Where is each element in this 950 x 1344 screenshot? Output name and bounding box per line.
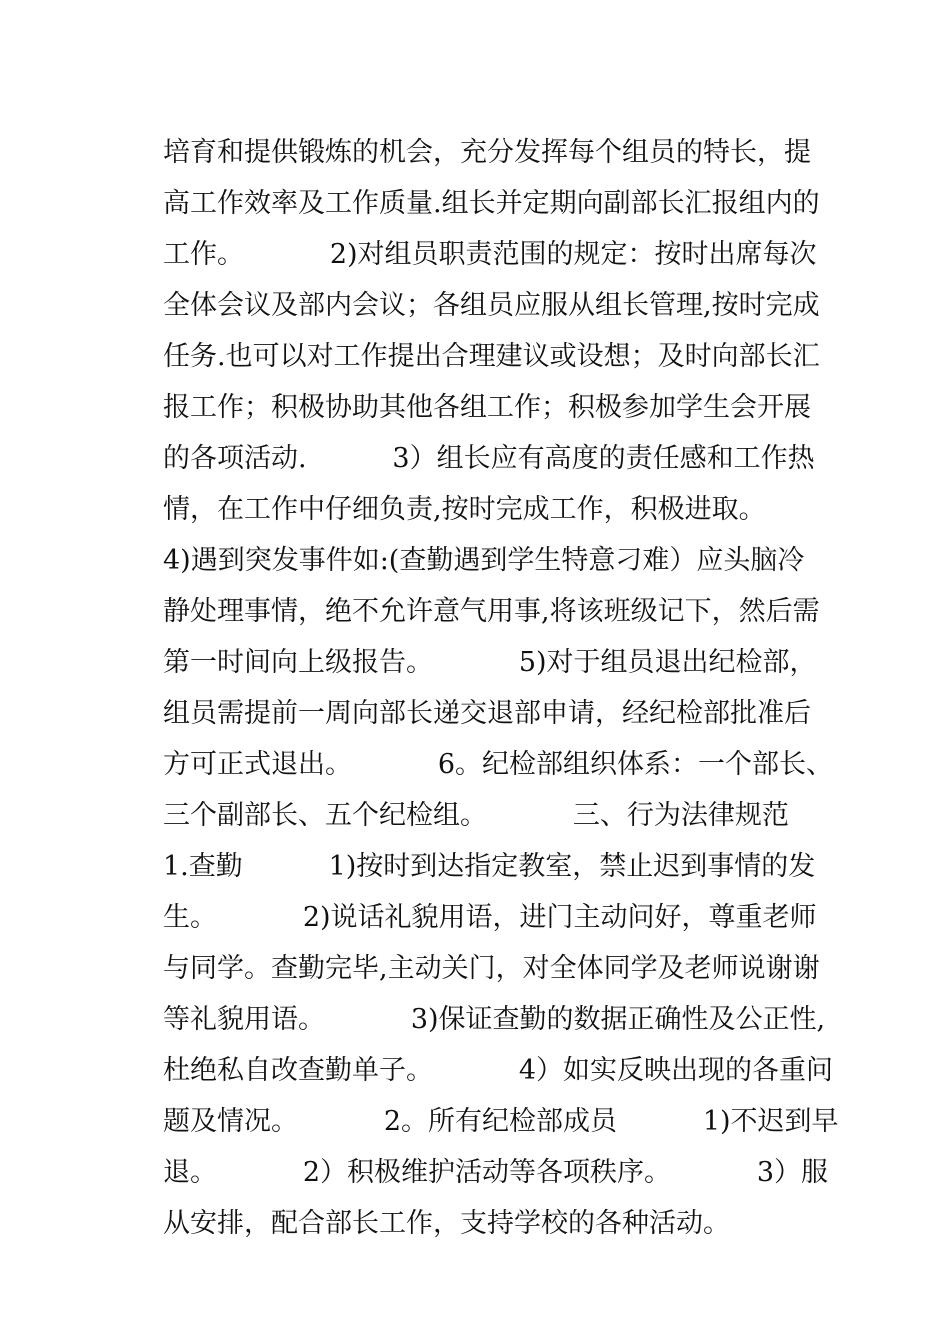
text-line: 生。 2)说话礼貌用语，进门主动问好，尊重老师 — [163, 902, 817, 933]
text-line: 的各项活动. 3）组长应有高度的责任感和工作热 — [163, 443, 815, 474]
body-text — [163, 127, 839, 1249]
text-line: 从安排，配合部长工作，支持学校的各种活动。 — [163, 1208, 730, 1239]
text-line: 与同学。查勤完毕,主动关门，对全体同学及老师说谢谢 — [163, 953, 820, 984]
text-line: 三个副部长、五个纪检组。 三、行为法律规范 — [163, 800, 789, 831]
text-line: 高工作效率及工作质量.组长并定期向副部长汇报组内的 — [163, 188, 820, 219]
text-line: 4)遇到突发事件如:(查勤遇到学生特意刁难）应头脑冷 — [163, 545, 805, 576]
text-line: 1.查勤 1)按时到达指定教室，禁止迟到事情的发 — [163, 851, 816, 882]
text-line: 培育和提供锻炼的机会，充分发挥每个组员的特长，提 — [163, 137, 811, 168]
text-line: 任务.也可以对工作提出合理建议或设想；及时向部长汇 — [163, 341, 820, 372]
text-line: 方可正式退出。 6。纪检部组织体系：一个部长、 — [163, 749, 834, 780]
text-line: 退。 2）积极维护活动等各项秩序。 3）服 — [163, 1157, 829, 1188]
text-line: 等礼貌用语。 3)保证查勤的数据正确性及公正性, — [163, 1004, 826, 1035]
text-line: 报工作；积极协助其他各组工作；积极参加学生会开展 — [163, 392, 811, 423]
text-line: 工作。 2)对组员职责范围的规定：按时出席每次 — [163, 239, 817, 270]
text-line: 第一时间向上级报告。 5)对于组员退出纪检部， — [163, 647, 817, 678]
text-line: 静处理事情，绝不允许意气用事,将该班级记下，然后需 — [163, 596, 820, 627]
text-line: 题及情况。 2。所有纪检部成员 1)不迟到早 — [163, 1106, 839, 1137]
text-line: 情，在工作中仔细负责,按时完成工作，积极进取。 — [163, 494, 766, 525]
text-line: 全体会议及部内会议；各组员应服从组长管理,按时完成 — [163, 290, 820, 321]
text-line: 杜绝私自改查勤单子。 4）如实反映出现的各重问 — [163, 1055, 834, 1086]
text-line: 组员需提前一周向部长递交退部申请，经纪检部批准后 — [163, 698, 811, 729]
